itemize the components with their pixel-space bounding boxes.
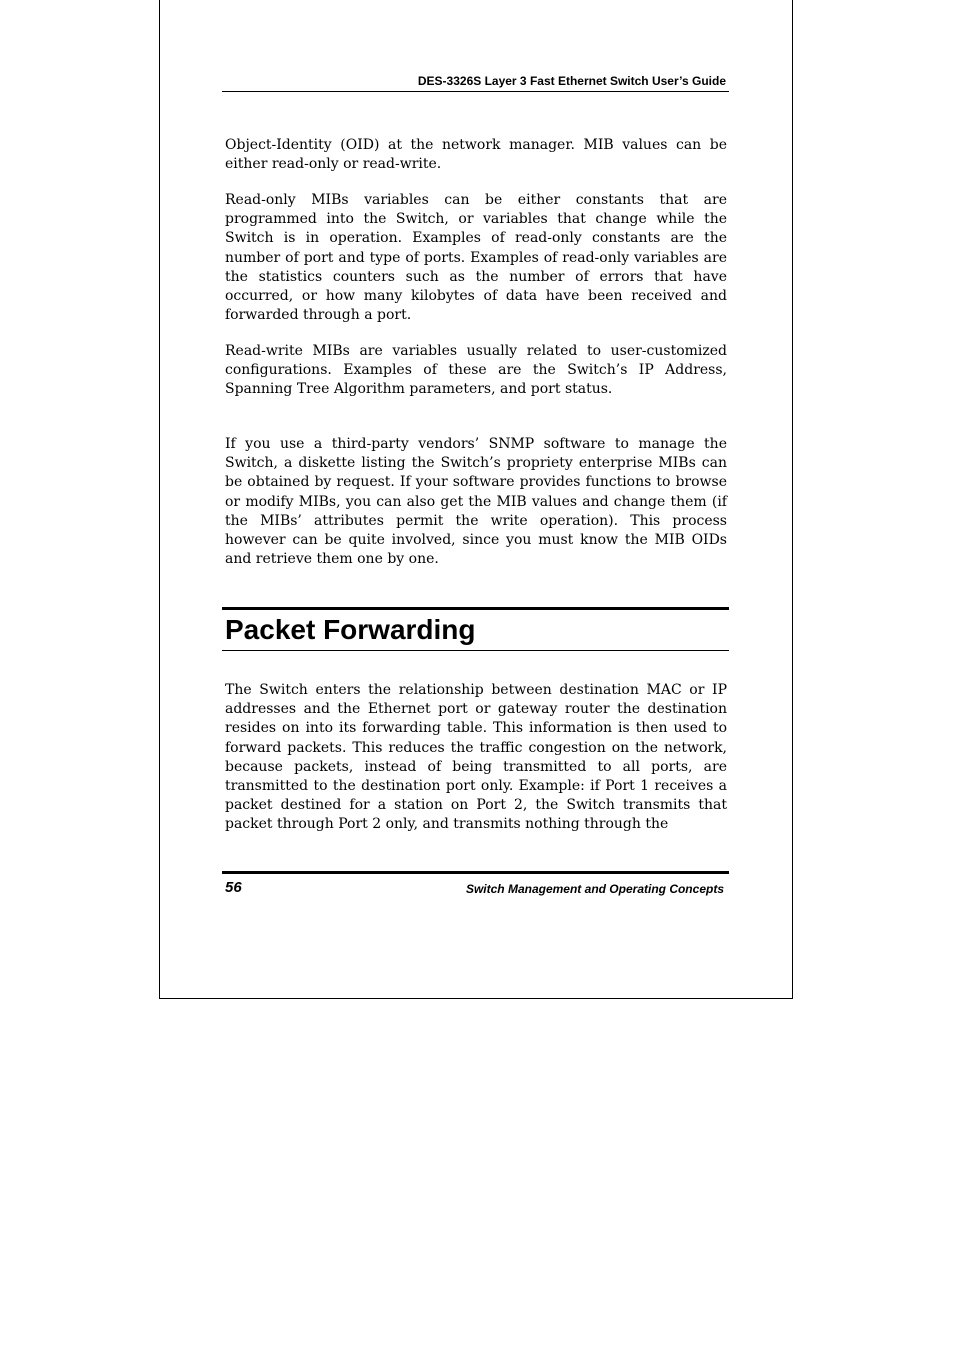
body-paragraph-read-only: Read-only MIBs variables can be either constants that are programmed into the Switch, or variables that change while the Switch is in operation. Examples of read-only constants are the number of port and type of ports. Examples of read-only variables are the statistics counters such as the number of errors that have occurred, or how many kilobytes of data have been received and forwarded through a port.: [225, 192, 727, 324]
running-header: [222, 73, 729, 92]
section-heading: Packet Forwarding: [225, 614, 476, 645]
body-paragraph-snmp-software: If you use a third-party vendors’ SNMP software to manage the Switch, a diskette listing the Switch’s propriety enterprise MIBs can be obtained by request. If your software provides functions to browse or modify MIBs, you can also get the MIB values and change them (if the MIBs’ attributes permit the write operation). This process however can be quite involved, since you must know the MIB OIDs and retrieve them one by one.: [225, 436, 727, 568]
section-rule-top: [222, 607, 729, 610]
header-title: DES-3326S Layer 3 Fast Ethernet Switch User’s Guide: [417, 74, 726, 88]
body-paragraph-packet-forwarding: The Switch enters the relationship between destination MAC or IP addresses and the Ethernet port or gateway router the destination resides on into its forwarding table. This information is then used to forward packets. This reduces the traffic congestion on the network, because packets, instead of being transmitted to all ports, are transmitted to the destination port only. Example: if Port 1 receives a packet destined for a station on Port 2, the Switch transmits that packet through Port 2 only, and transmits nothing through the: [225, 682, 727, 833]
body-paragraph-read-write: Read-write MIBs are variables usually related to user-customized configurations. Examples of these are the Switch’s IP Address, Spanning Tree Algorithm parameters, and port status.: [225, 343, 727, 398]
footer-page-number: 56: [225, 879, 242, 896]
footer-rule: [222, 871, 729, 874]
section-rule-bottom: [222, 650, 729, 651]
footer-chapter-title: Switch Management and Operating Concepts: [465, 882, 724, 896]
body-paragraph-oid: Object-Identity (OID) at the network manager. MIB values can be either read-only or read-write.: [225, 137, 727, 173]
